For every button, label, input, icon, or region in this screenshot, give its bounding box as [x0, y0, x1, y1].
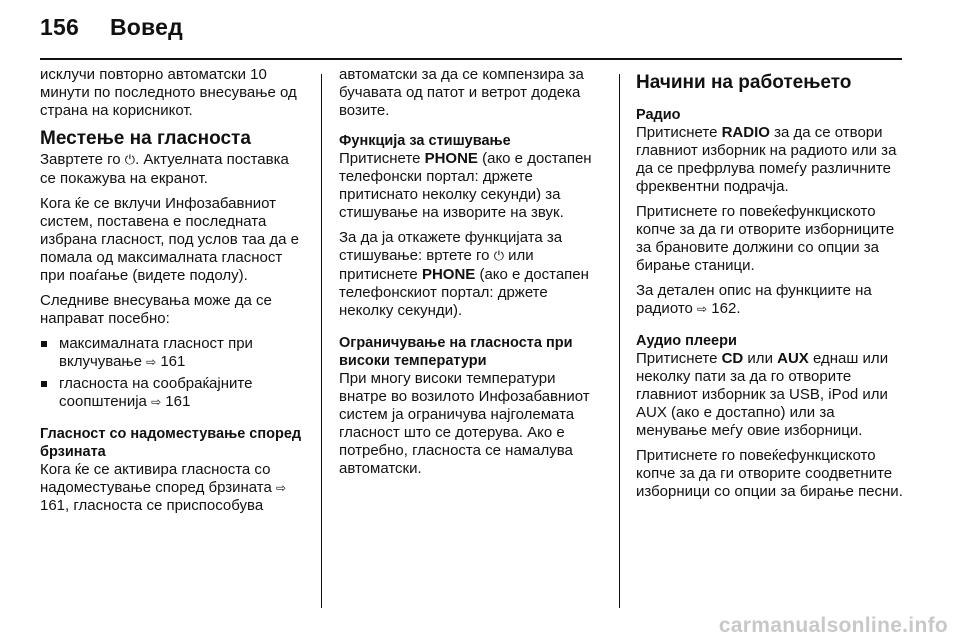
audio-paragraph-1: Притиснете CD или AUX еднаш или неколку пати за да го отворите главниот изборник за USB, iPod или AUX (ако е достапно) или за менување меѓу овие изборници. [636, 350, 889, 439]
power-knob-icon: ⏻ [493, 249, 504, 264]
radio-paragraph-2: Притиснете го повеќефункциското копче за да ги отворите изборниците за брановите должини со опции за бирање станици. [636, 203, 895, 274]
page-header [40, 14, 183, 41]
mute-paragraph-2: За да ја откажете функцијата за стишување: вртете го ⏻ или притиснете PHONE (ако е достапен телефонскиот портал: држете неколку секунди). [339, 229, 589, 319]
phone-button-label: PHONE [421, 266, 476, 283]
page-reference-link[interactable]: 161 [160, 353, 186, 370]
page-section-title: Вовед [110, 14, 183, 40]
operating-modes-heading: Начини на работењето [636, 72, 852, 93]
header-rule [40, 58, 902, 60]
volume-settings-list [40, 335, 308, 411]
radio-paragraph-3: За детален опис на функциите на радиото ⇨ 162. [636, 282, 872, 317]
speed-volume-paragraph: Кога ќе се активира гласноста со надоместување според брзината ⇨ 161, гласноста се приспособува [40, 461, 287, 514]
mute-paragraph-1: Притиснете PHONE (ако е достапен телефонски портал: држете притиснато неколку секунди) за стишување на изворите на звук. [339, 150, 592, 221]
column-divider [619, 74, 620, 608]
column-2 [339, 66, 605, 485]
column-3 [636, 66, 906, 508]
continued-text: исклучи повторно автоматски 10 минути по последното внесување од страна на корисникот. [40, 66, 297, 119]
list-item: гласноста на сообраќајните соопштенија ⇨ 161 [40, 375, 308, 411]
continued-text: автоматски за да се компензира за бучавата од патот и ветрот додека возите. [339, 66, 584, 119]
volume-paragraph-1: Завртете го ⏻. Актуелната поставка се покажува на екранот. [40, 151, 289, 187]
arrow-ref-icon: ⇨ [276, 481, 287, 495]
list-item: максималната гласност при вклучување ⇨ 161 [40, 335, 308, 371]
mute-heading: Функција за стишување [339, 133, 511, 149]
power-knob-icon: ⏻ [124, 153, 136, 168]
cd-button-label: CD [721, 350, 744, 367]
volume-heading: Местење на гласноста [40, 128, 251, 149]
page-reference-link[interactable]: 162 [711, 300, 737, 317]
volume-paragraph-3: Следниве внесувања може да се направат посебно: [40, 292, 272, 327]
arrow-ref-icon: ⇨ [151, 395, 162, 409]
arrow-ref-icon: ⇨ [146, 355, 157, 369]
aux-button-label: AUX [777, 350, 809, 367]
volume-paragraph-2: Кога ќе се вклучи Инфозабавниот систем, поставена е последната избрана гласност, под услов таа да е помала од максималната гласност при поаѓање (видете подолу). [40, 195, 300, 284]
page-number: 156 [40, 14, 79, 40]
column-divider [321, 74, 322, 608]
page-reference-link[interactable]: 161 [40, 497, 66, 514]
arrow-ref-icon: ⇨ [697, 302, 708, 316]
radio-paragraph-1: Притиснете RADIO за да се отвори главниот изборник на радиото или за да се префрлува помеѓу различните фреквентни подрачја. [636, 124, 897, 195]
radio-heading: Радио [636, 107, 681, 123]
temperature-limit-paragraph: При многу високи температури внатре во возилото Инфозабавниот систем ја ограничува најголемата гласност што се дотерува. Ако е потребно, гласноста се намалува автоматски. [339, 370, 590, 477]
speed-volume-heading: Гласност со надоместување според брзината [40, 426, 302, 460]
temperature-limit-heading: Ограничување на гласноста при високи температури [339, 335, 573, 369]
audio-paragraph-2: Притиснете го повеќефункциското копче за да ги отворите соодветните изборници со опции за бирање песни. [636, 447, 903, 500]
column-1 [40, 66, 308, 522]
watermark: carmanualsonline.info [718, 614, 948, 637]
radio-button-label: RADIO [721, 124, 770, 141]
audio-players-heading: Аудио плеери [636, 333, 737, 349]
phone-button-label: PHONE [424, 150, 478, 167]
page-reference-link[interactable]: 161 [165, 393, 191, 410]
